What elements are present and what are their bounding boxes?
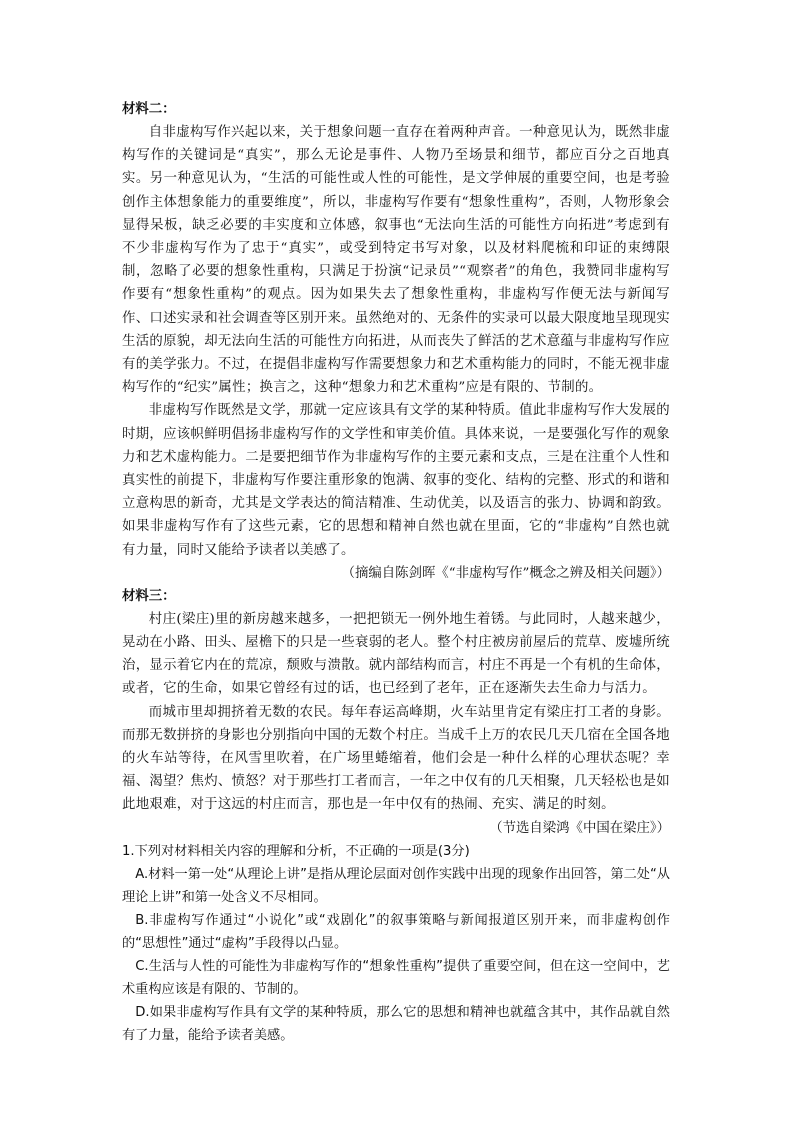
material-3-paragraph-1: 村庄(梁庄)里的新房越来越多，一把把锁无一例外地生着锈。与此同时，人越来越少，晃动在小路、田头、屋檐下的只是一些衰弱的老人。整个村庄被房前屋后的荒草、废墟所统治，显示着它内在的荒凉，颓败与溃散。就内部结构而言，村庄不再是一个有机的生命体，或者，它的生命，如果它曾经有过的话，也已经到了老年，正在逐渐失去生命力与活力。 (122, 611, 670, 697)
material-2-source: （摘编自陈剑晖《“非虚构写作”概念之辨及相关问题》） (341, 565, 670, 581)
page-content (122, 98, 670, 1047)
material-2-paragraph-1: 自非虚构写作兴起以来，关于想象问题一直存在着两种声音。一种意见认为，既然非虚构写作的关键词是“真实”，那么无论是事件、人物乃至场景和细节，都应百分之百地真实。另一种意见认为，“生活的可能性或人性的可能性，是文学伸展的重要空间，也是考验创作主体想象能力的重要维度”，所以，非虚构写作要有“想象性重构”，否则，人物形象会显得呆板，缺乏必要的丰实度和立体感，叙事也“无法向生活的可能性方向拓进”考虑到有不少非虚构写作为了忠于“真实”，或受到特定书写对象，以及材料爬梳和印证的束缚限制，忽略了必要的想象性重构，只满足于扮演“记录员”“观察者”的角色，我赞同非虚构写作要有“想象性重构”的观点。因为如果失去了想象性重构，非虚构写作便无法与新闻写作、口述实录和社会调查等区别开来。虽然绝对的、无条件的实录可以最大限度地呈现现实生活的原貌，却无法向生活的可能性方向拓进，从而丧失了鲜活的艺术意蕴与非虚构写作应有的美学张力。不过，在提倡非虚构写作需要想象力和艺术重构能力的同时，不能无视非虚构写作的“纪实”属性；换言之，这种“想象力和艺术重构”应是有限的、节制的。 (122, 125, 670, 396)
question-1-option-c: C.生活与人性的可能性为非虚构写作的“想象性重构”提供了重要空间，但在这一空间中，艺术重构应该是有限的、节制的。 (122, 958, 670, 997)
material-3-title: 材料三： (122, 587, 176, 604)
question-1-stem: 1.下列对材料相关内容的理解和分析，不正确的一项是(3分) (122, 843, 470, 859)
material-2-title: 材料二： (122, 101, 176, 117)
material-2-paragraph-2: 非虚构写作既然是文学，那就一定应该具有文学的某种特质。值此非虚构写作大发展的时期，应该帜鲜明倡扬非虚构写作的文学性和审美价值。具体来说，一是要强化写作的观象力和艺术虚构能力。二是要把细节作为非虚构写作的主要元素和支点，三是在注重个人性和真实性的前提下，非虚构写作要注重形象的饱满、叙事的变化、结构的完整、形式的和谐和立意构思的新奇，尤其是文学表达的简洁精准、生动优美，以及语言的张力、协调和韵致。如果非虚构写作有了这些元素，它的思想和精神自然也就在里面，它的“非虚构”自然也就有力量，同时又能给予读者以美感了。 (122, 403, 670, 558)
question-1-option-b: B.非虚构写作通过“小说化”或“戏剧化”的叙事策略与新闻报道区别开来，而非虚构创作的“思想性”通过“虚构”手段得以凸显。 (122, 912, 670, 951)
question-1-option-d: D.如果非虚构写作具有文学的某种特质，那么它的思想和精神也就蕴含其中，其作品就自然有了力量，能给予读者美感。 (122, 1004, 670, 1043)
material-3-source: （节选自梁鸿《中国在梁庄》） (489, 820, 670, 836)
material-3-paragraph-2: 而城市里却拥挤着无数的农民。每年春运高峰期，火车站里肯定有梁庄打工者的身影。而那无数拼挤的身影也分别指向中国的无数个村庄。当成千上万的农民几天几宿在全国各地的火车站等待，在风雪里吹着，在广场里蜷缩着，他们会是一种什么样的心理状态呢？幸福、渴望？焦灼、愤怒？对于那些打工者而言，一年之中仅有的几天相聚，几天轻松也是如此地艰难，对于这远的村庄而言，那也是一年中仅有的热闹、充实、满足的时刻。 (122, 704, 670, 813)
question-1-option-a: A.材料一第一处“从理论上讲”是指从理论层面对创作实践中出现的现象作出回答，第二处“从理论上讲”和第一处含义不尽相同。 (122, 866, 670, 905)
